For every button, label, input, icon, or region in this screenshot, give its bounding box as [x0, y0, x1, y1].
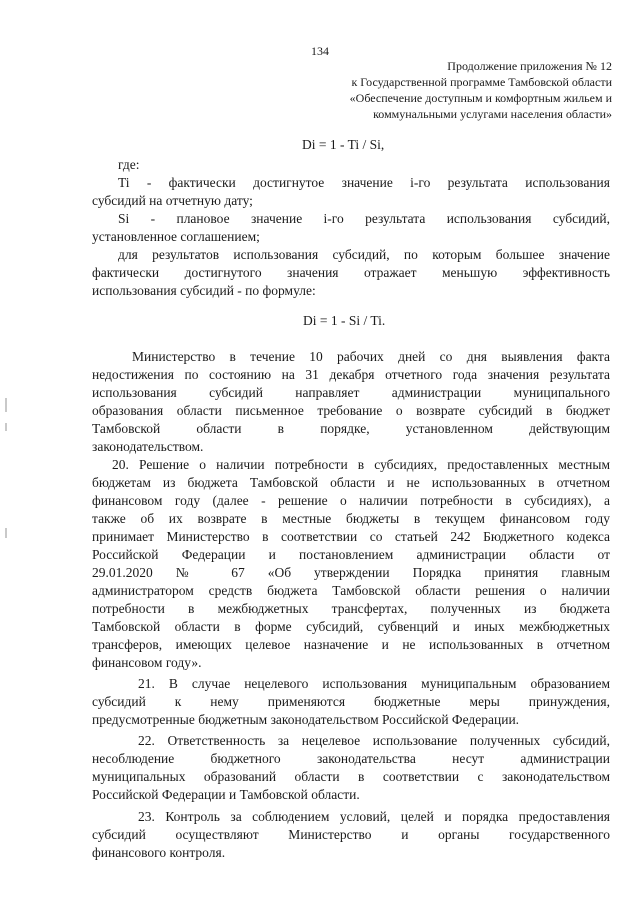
page-number: 134 [311, 44, 329, 58]
text-line: недостижения по состоянию на 31 декабря отчетного года значения результата [92, 367, 610, 382]
text-line: несоблюдение бюджетного законодательства несут администрации [92, 751, 610, 766]
text-line: установленное соглашением; [92, 229, 260, 244]
header-line: «Обеспечение доступным и комфортным жильем и [349, 91, 612, 105]
paragraph-20 [92, 456, 610, 672]
header-line: к Государственной программе Тамбовской области [351, 75, 612, 89]
text-line: муниципальных образований области в соответствии с законодательством [92, 769, 610, 784]
text-line: финансового контроля. [92, 845, 226, 860]
text-line: Российской Федерации и постановлением администрации области от [92, 547, 610, 562]
text-line: использования субсидий - по формуле: [92, 283, 316, 298]
text-line: Министерство в течение 10 рабочих дней со дня выявления факта [132, 349, 610, 364]
text-line: субсидий осуществляют Министерство и органы государственного [92, 827, 610, 842]
text-line: Тамбовской области в форме субсидий, субвенций и иных межбюджетных [92, 619, 610, 634]
text-line: Тамбовской области в порядке, установленном действующим [92, 421, 610, 436]
text-line: 22. Ответственность за нецелевое использование полученных субсидий, [138, 733, 610, 748]
text-line: финансовом году (далее - решение о наличии потребности в субсидиях), а [92, 493, 610, 508]
formula-ratio-planned-actual: Di = 1 - Si / Ti. [303, 313, 386, 328]
text-line: 29.01.2020 № 67 «Об утверждении Порядка принятия главным [92, 565, 610, 580]
text-line: субсидий на отчетную дату; [92, 193, 253, 208]
text-line: где: [118, 157, 140, 172]
text-line: использования субсидий направляет администрации муниципального [92, 385, 610, 400]
text-line: фактически достигнутого значения отражает меньшую эффективность [92, 265, 610, 280]
header-line: коммунальными услугами населения области» [373, 107, 612, 121]
formula-definitions [92, 156, 610, 300]
scan-mark [5, 398, 7, 412]
text-line: финансовом году». [92, 655, 202, 670]
text-line: 23. Контроль за соблюдением условий, целей и порядка предоставления [138, 809, 610, 824]
text-line: также об их возврате в местные бюджеты в текущем финансовом году [92, 511, 610, 526]
text-line: Ti - фактически достигнутое значение i-го результата использования [118, 175, 610, 190]
text-line: предусмотренные бюджетным законодательством Российской Федерации. [92, 712, 520, 727]
text-line: потребности в межбюджетных трансфертах, полученных из бюджета [92, 601, 610, 616]
text-line: для результатов использования субсидий, по которым большее значение [118, 247, 610, 262]
paragraph-22 [92, 732, 610, 804]
text-line: трансферов, имеющих целевое назначение и не использованных в отчетном [92, 637, 610, 652]
scan-mark [5, 423, 7, 431]
paragraph-ministry-requirement [92, 348, 610, 456]
text-line: Российской Федерации и Тамбовской области. [92, 787, 360, 802]
scan-mark [5, 528, 7, 538]
text-line: принимает Министерство в соответствии со статьей 242 Бюджетного кодекса [92, 529, 610, 544]
text-line: законодательством. [92, 439, 204, 454]
text-line: администратором средств бюджета Тамбовской области решения о наличии [92, 583, 610, 598]
formula-ratio-actual-planned: Di = 1 - Ti / Si, [302, 137, 385, 152]
text-line: бюджетам из бюджета Тамбовской области и не использованных в отчетном [92, 475, 610, 490]
text-line: Si - плановое значение i-го результата использования субсидий, [118, 211, 610, 226]
text-line: 21. В случае нецелевого использования муниципальным образованием [138, 676, 610, 691]
paragraph-23 [92, 808, 610, 862]
appendix-header [312, 58, 612, 122]
text-line: образования области письменное требование о возврате субсидий в бюджет [92, 403, 610, 418]
text-line: 20. Решение о наличии потребности в субсидиях, предоставленных местным [112, 457, 610, 472]
text-line: субсидий к нему применяются бюджетные меры принуждения, [92, 694, 610, 709]
paragraph-21 [92, 675, 610, 729]
header-line: Продолжение приложения № 12 [447, 59, 612, 73]
